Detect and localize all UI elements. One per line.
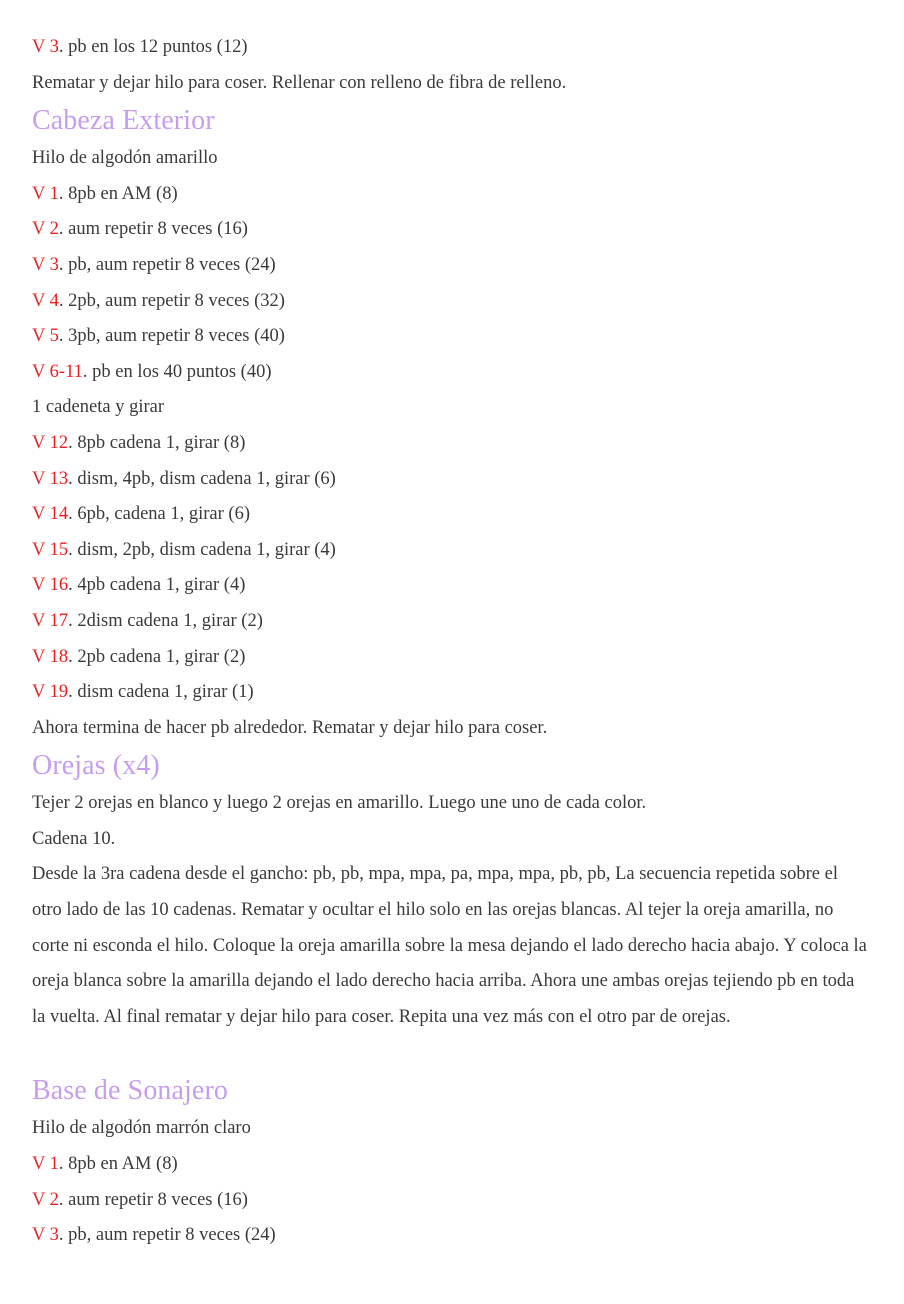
- row-number: 4: [49, 290, 59, 311]
- row-marker: V: [32, 682, 46, 703]
- row-instruction: . 2pb cadena 1, girar (2): [68, 646, 246, 667]
- pattern-row: [32, 462, 870, 498]
- row-instruction: . aum repetir 8 veces (16): [58, 1189, 248, 1210]
- row-marker: V: [32, 610, 46, 631]
- pattern-row: [32, 355, 870, 391]
- row-marker: V: [32, 290, 46, 311]
- pattern-row: [32, 212, 870, 248]
- pattern-row: [32, 177, 870, 213]
- pattern-row: [32, 675, 870, 711]
- row-number: 19: [49, 682, 69, 703]
- section-heading: Orejas (x4): [32, 750, 160, 782]
- pattern-row: [32, 497, 870, 533]
- row-instruction: . dism cadena 1, girar (1): [68, 682, 254, 703]
- section-heading: Cabeza Exterior: [32, 105, 215, 137]
- row-instruction: . dism, 2pb, dism cadena 1, girar (4): [68, 539, 336, 560]
- row-number: 3: [49, 254, 59, 275]
- row-instruction: . pb, aum repetir 8 veces (24): [58, 254, 276, 275]
- section-heading: Base de Sonajero: [32, 1075, 228, 1107]
- row-number: 2: [49, 219, 59, 240]
- row-marker: V: [32, 183, 46, 204]
- row-marker: V: [32, 254, 46, 275]
- pattern-row: [32, 426, 870, 462]
- pattern-row: [32, 248, 870, 284]
- row-number: 1: [49, 183, 59, 204]
- row-marker: V: [32, 539, 46, 560]
- pattern-row: [32, 319, 870, 355]
- instruction-paragraph: Desde la 3ra cadena desde el gancho: pb, pb, mpa, mpa, pa, mpa, mpa, pb, pb, La secuencia repetida sobre el otro lado de las 10 cadenas. Rematar y ocultar el hilo solo en las orejas blancas. Al tejer la oreja amarilla, no corte ni esconda el hilo. Coloque la oreja amarilla sobre la mesa dejando el lado derecho hacia abajo. Y coloca la oreja blanca sobre la amarilla dejando el lado derecho hacia arriba. Ahora une ambas orejas tejiendo pb en toda la vuelta. Al final rematar y dejar hilo para coser. Repita una vez más con el otro par de orejas.: [32, 864, 867, 1027]
- pattern-row: [32, 1218, 870, 1254]
- row-instruction: . pb en los 12 puntos (12): [58, 37, 248, 57]
- row-marker: V: [32, 37, 46, 57]
- pattern-row: [32, 284, 870, 320]
- row-instruction: . 8pb en AM (8): [58, 183, 178, 204]
- row-instruction: . pb en los 40 puntos (40): [82, 361, 272, 382]
- pattern-row: [32, 604, 870, 640]
- instruction-line: Hilo de algodón amarillo: [32, 148, 218, 169]
- row-number: 18: [49, 646, 69, 667]
- row-number: 17: [49, 610, 69, 631]
- row-number: 15: [49, 539, 69, 560]
- instruction-line: Rematar y dejar hilo para coser. Rellenar con relleno de fibra de relleno.: [32, 72, 567, 93]
- row-instruction: . 2pb, aum repetir 8 veces (32): [58, 290, 285, 311]
- row-instruction: . 6pb, cadena 1, girar (6): [68, 504, 250, 525]
- row-marker: V: [32, 468, 46, 489]
- row-marker: V: [32, 432, 46, 453]
- instruction-line: Cadena 10.: [32, 828, 116, 849]
- row-number: 2: [49, 1189, 59, 1210]
- row-instruction: . 4pb cadena 1, girar (4): [68, 575, 246, 596]
- pattern-row: [32, 533, 870, 569]
- row-marker: V: [32, 361, 46, 382]
- row-marker: V: [32, 504, 46, 525]
- instruction-line: Hilo de algodón marrón claro: [32, 1118, 251, 1139]
- row-number: 1: [49, 1154, 59, 1175]
- row-marker: V: [32, 575, 46, 596]
- row-marker: V: [32, 1225, 46, 1246]
- row-number: 3: [49, 37, 59, 57]
- instruction-line: Ahora termina de hacer pb alrededor. Rematar y dejar hilo para coser.: [32, 717, 548, 738]
- pattern-row: [32, 30, 870, 66]
- row-marker: V: [32, 646, 46, 667]
- pattern-row: [32, 640, 870, 676]
- row-number: 16: [49, 575, 69, 596]
- row-marker: V: [32, 219, 46, 240]
- row-instruction: . aum repetir 8 veces (16): [58, 219, 248, 240]
- row-instruction: . 8pb cadena 1, girar (8): [68, 432, 246, 453]
- pattern-row: [32, 568, 870, 604]
- pattern-row: [32, 1147, 870, 1183]
- instruction-line: 1 cadeneta y girar: [32, 397, 164, 418]
- row-marker: V: [32, 1189, 46, 1210]
- row-number: 6-11: [49, 361, 83, 382]
- row-instruction: . 8pb en AM (8): [58, 1154, 178, 1175]
- row-instruction: . dism, 4pb, dism cadena 1, girar (6): [68, 468, 336, 489]
- pattern-row: [32, 1183, 870, 1219]
- row-marker: V: [32, 1154, 46, 1175]
- row-number: 12: [49, 432, 69, 453]
- row-number: 14: [49, 504, 69, 525]
- row-marker: V: [32, 326, 46, 347]
- row-number: 3: [49, 1225, 59, 1246]
- row-number: 5: [49, 326, 59, 347]
- row-number: 13: [49, 468, 69, 489]
- row-instruction: . pb, aum repetir 8 veces (24): [58, 1225, 276, 1246]
- instruction-line: Tejer 2 orejas en blanco y luego 2 orejas en amarillo. Luego une uno de cada color.: [32, 793, 647, 814]
- row-instruction: . 3pb, aum repetir 8 veces (40): [58, 326, 285, 347]
- row-instruction: . 2dism cadena 1, girar (2): [68, 610, 263, 631]
